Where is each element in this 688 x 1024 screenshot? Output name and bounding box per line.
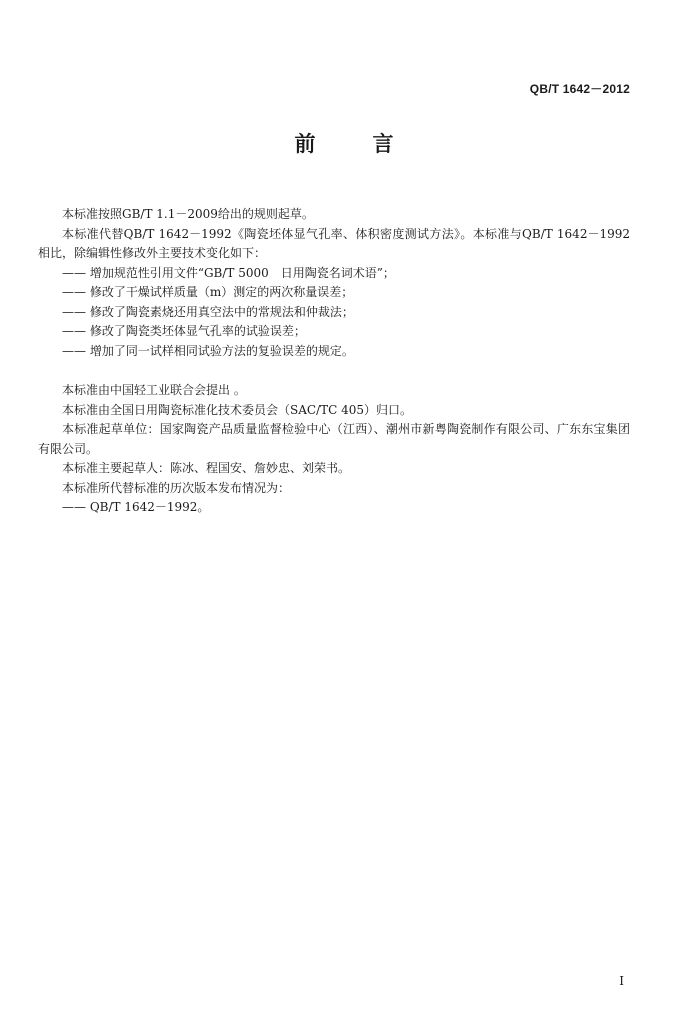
change-item: —— 修改了陶瓷素烧还用真空法中的常规法和仲裁法； bbox=[62, 304, 354, 319]
proposer-paragraph: 本标准由中国轻工业联合会提出 。 bbox=[62, 383, 246, 397]
replacement-paragraph: 本标准代替QB/T 1642－1992《陶瓷坯体显气孔率、体积密度测试方法》。本标准与QB/T 1642－1992相比，除编辑性修改外主要技术变化如下： bbox=[38, 226, 630, 260]
drafting-units-paragraph: 本标准起草单位：国家陶瓷产品质量监督检验中心（江西）、潮州市新粤陶瓷制作有限公司、广东东宝集团有限公司。 bbox=[38, 422, 630, 456]
change-item: —— 增加规范性引用文件“GB/T 5000 日用陶瓷名词术语”； bbox=[62, 265, 395, 280]
change-item: —— 修改了干燥试样质量（m）测定的两次称量误差； bbox=[62, 285, 354, 299]
change-item: —— 增加了同一试样相同试验方法的复验误差的规定。 bbox=[62, 343, 354, 358]
foreword-block-2 bbox=[38, 381, 630, 518]
centralized-paragraph: 本标准由全国日用陶瓷标准化技术委员会（SAC/TC 405）归口。 bbox=[62, 402, 413, 417]
foreword-block-1 bbox=[38, 205, 630, 361]
drafting-rules-paragraph: 本标准按照GB/T 1.1－2009给出的规则起草。 bbox=[62, 207, 314, 221]
drafters-paragraph: 本标准主要起草人：陈冰、程国安、詹妙忠、刘荣书。 bbox=[62, 461, 351, 475]
history-intro-paragraph: 本标准所代替标准的历次版本发布情况为： bbox=[62, 480, 291, 495]
standard-code-header: QB/T 1642－2012 bbox=[529, 82, 630, 96]
page-title: 前 言 bbox=[294, 131, 412, 156]
page-number: I bbox=[619, 974, 624, 988]
history-item: —— QB/T 1642－1992。 bbox=[62, 500, 210, 514]
change-item: —— 修改了陶瓷类坯体显气孔率的试验误差； bbox=[62, 324, 306, 338]
